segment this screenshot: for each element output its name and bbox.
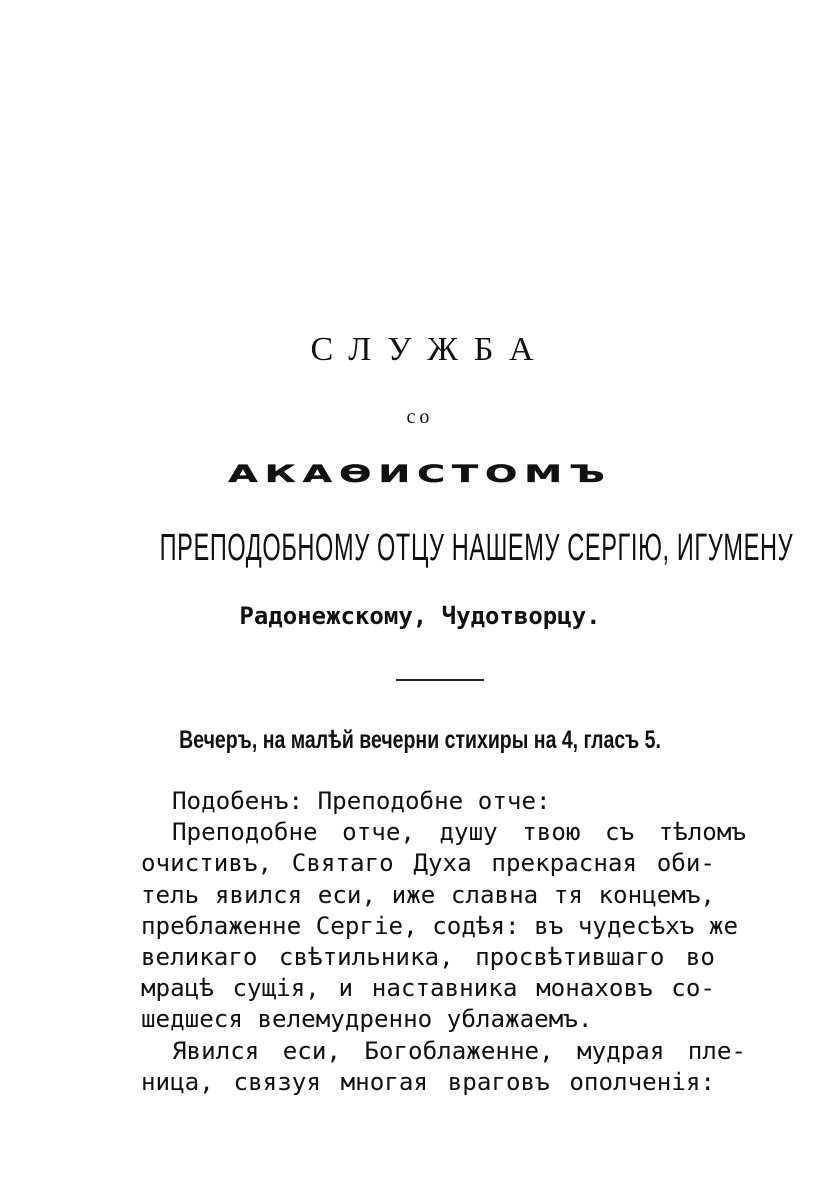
title-connector: со [406, 406, 434, 428]
stanza1-line-6: мрацѣ сущія, и наставника монаховъ со- [141, 974, 715, 1003]
stanza2-line-2: ница, связуя многая враговъ ополченія: [141, 1067, 715, 1096]
dedication-line: ПРЕПОДОБНОМУ ОТЦУ НАШЕМУ СЕРГІЮ, ИГУМЕНУ [159, 527, 794, 569]
stanza1-line-3: тель явился еси, иже славна тя концемъ, [141, 880, 715, 909]
section-heading: Вечеръ, на малѣй вечерни стихиры на 4, гласъ 5. [179, 726, 661, 754]
podoben-line: Подобенъ: Преподобне отче: [172, 787, 551, 815]
stanza1-line-5: великаго свѣтильника, просвѣтившаго во [141, 942, 715, 971]
page-title: СЛУЖБА [310, 331, 550, 368]
stanza1-line-1: Преподобне отче, душу твою съ тѣломъ [172, 818, 746, 847]
section-divider [396, 679, 484, 681]
stanza1-line-2: очистивъ, Святаго Духа прекрасная оби- [141, 849, 715, 878]
body-text [141, 786, 746, 1098]
subtitle-line: Радонежскому, Чудотворцу. [239, 602, 601, 630]
akathist-heading: АКАѲИСТОМЪ [228, 460, 612, 488]
stanza1-line-4: преблаженне Сергіе, содѣя: въ чудесѣхъ же [141, 911, 739, 940]
stanza2-line-1: Явился еси, Богоблаженне, мудрая пле- [172, 1036, 746, 1065]
stanza1-line-7: шедшеся велемудренно ублажаемъ. [141, 1005, 593, 1034]
